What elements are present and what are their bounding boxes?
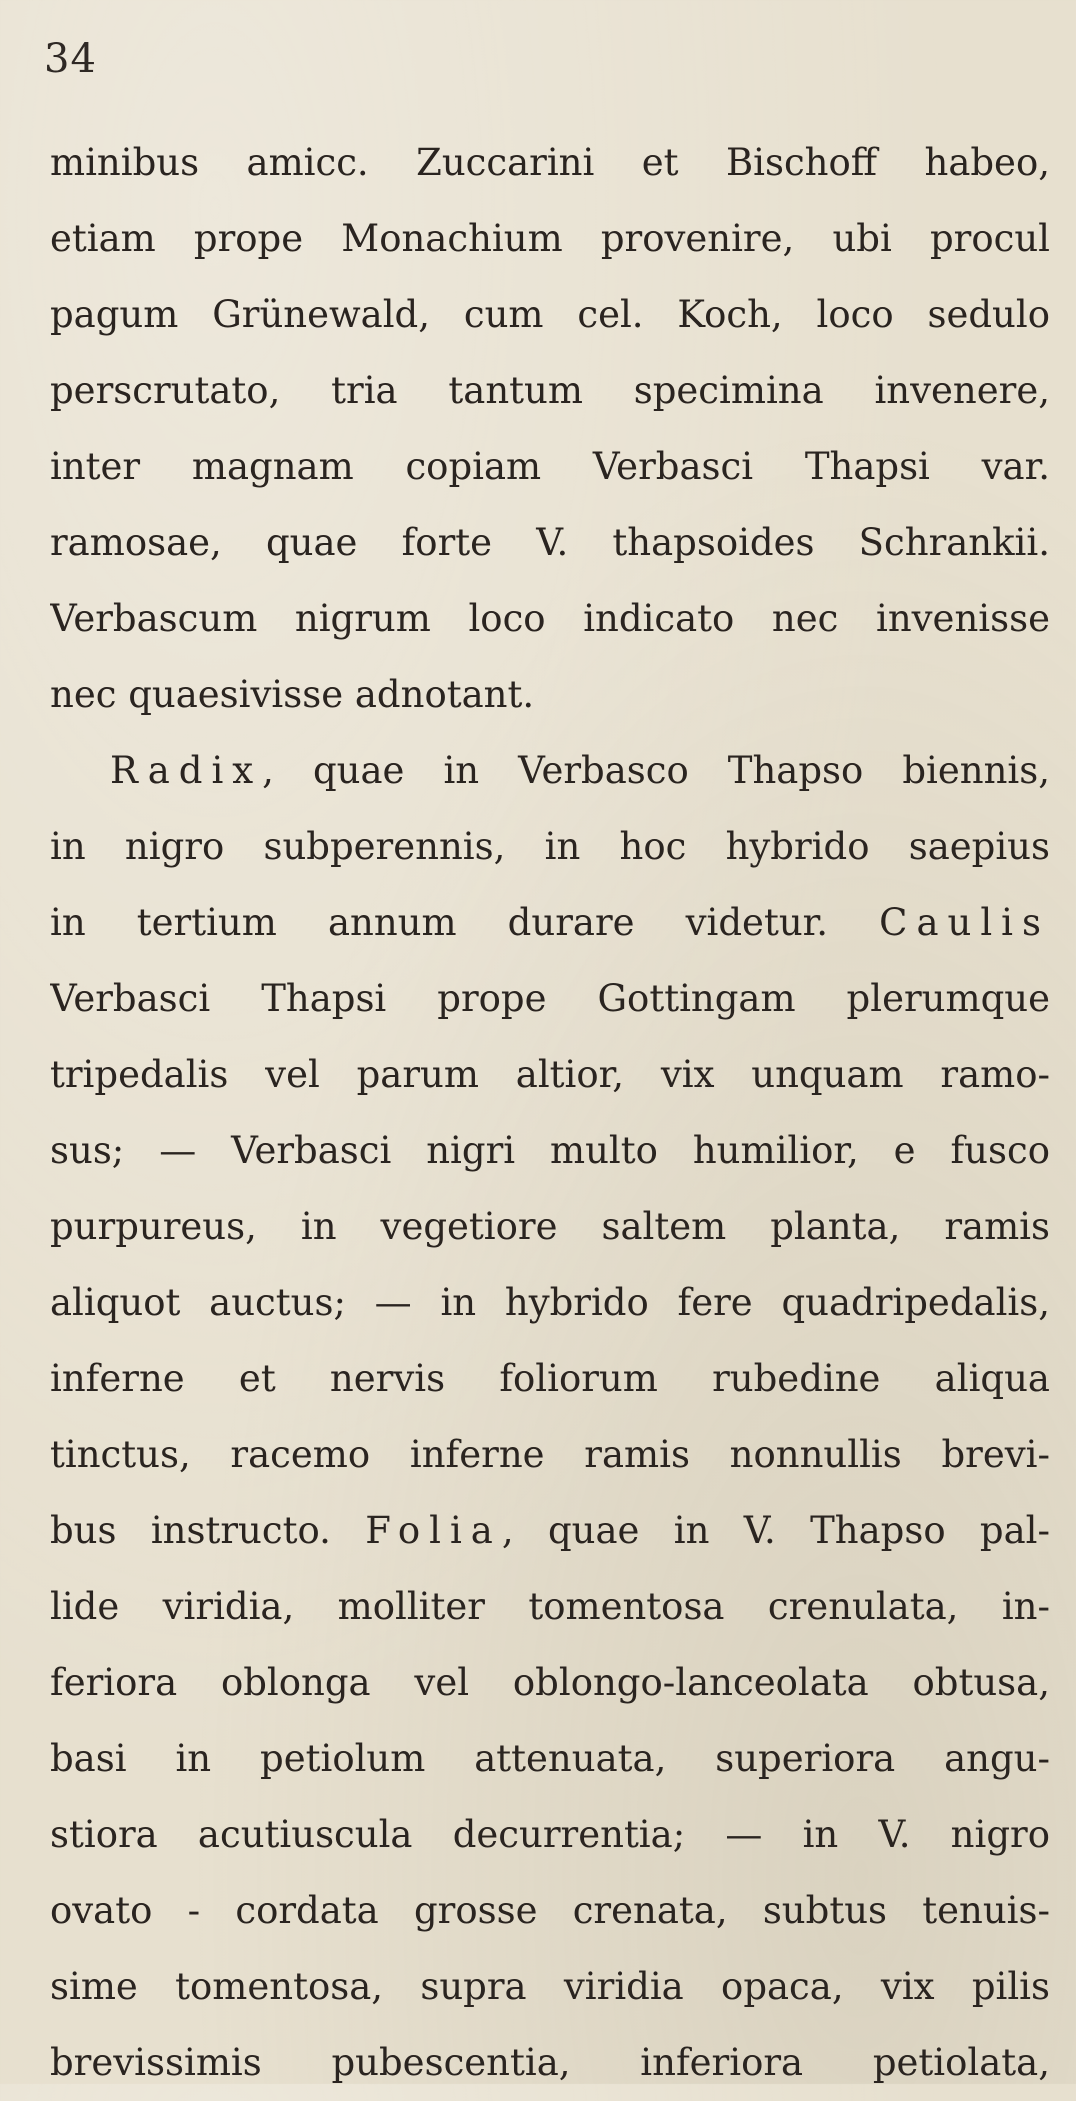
text-line: aliquot auctus; — in hybrido fere quadripedalis, xyxy=(50,1281,1050,1324)
body-text xyxy=(50,125,1050,2101)
text-line: ramosae, quae forte V. thapsoides Schrankii. xyxy=(50,521,1050,564)
folia-line xyxy=(50,1493,1050,1569)
text-line: brevissimis pubescentia, inferiora petiolata, xyxy=(50,2041,1050,2084)
text-line: perscrutato, tria tantum specimina invenere, xyxy=(50,369,1050,412)
text-line: nec quaesivisse adnotant. xyxy=(50,673,535,716)
text-line: tinctus, racemo inferne ramis nonnullis brevi- xyxy=(50,1433,1050,1476)
term-folia: Folia xyxy=(365,1509,502,1552)
paragraph-radix-line xyxy=(50,733,1050,809)
text-line: sime tomentosa, supra viridia opaca, vix pilis xyxy=(50,1965,1050,2008)
text-line: tripedalis vel parum altior, vix unquam ramo- xyxy=(50,1053,1050,1096)
text-line: sus; — Verbasci nigri multo humilior, e fusco xyxy=(50,1129,1050,1172)
text-line: ovato - cordata grosse crenata, subtus tenuis- xyxy=(50,1889,1050,1932)
text-line: in nigro subperennis, in hoc hybrido saepius xyxy=(50,825,1050,868)
term-radix: Radix xyxy=(110,749,263,792)
text-line: Verbascum nigrum loco indicato nec invenisse xyxy=(50,597,1050,640)
text-line: feriora oblonga vel oblongo-lanceolata obtusa, xyxy=(50,1661,1050,1704)
text-line: etiam prope Monachium provenire, ubi procul xyxy=(50,217,1050,260)
text-line: inferne et nervis foliorum rubedine aliqua xyxy=(50,1357,1050,1400)
text-line: inter magnam copiam Verbasci Thapsi var. xyxy=(50,445,1050,488)
text-line: minibus amicc. Zuccarini et Bischoff habeo, xyxy=(50,141,1050,184)
text-line: purpureus, in vegetiore saltem planta, ramis xyxy=(50,1205,1050,1248)
folia-lead-text: bus instructo. xyxy=(50,1509,331,1552)
text-line: Verbasci Thapsi prope Gottingam plerumque xyxy=(50,977,1050,1020)
text-line: stiora acutiuscula decurrentia; — in V. nigro xyxy=(50,1813,1050,1856)
text-line: pagum Grünewald, cum cel. Koch, loco sedulo xyxy=(50,293,1050,336)
text-line: lide viridia, molliter tomentosa crenulata, in- xyxy=(50,1585,1050,1628)
page-number: 34 xyxy=(44,36,97,82)
term-caulis: Caulis xyxy=(879,901,1050,944)
caulis-line xyxy=(50,885,1050,961)
caulis-text: in tertium annum durare videtur. xyxy=(50,901,829,944)
text-line: basi in petiolum attenuata, superiora angu- xyxy=(50,1737,1050,1780)
radix-text: , quae in Verbasco Thapso biennis, xyxy=(262,749,1050,792)
folia-text: , quae in V. Thapso pal- xyxy=(501,1509,1050,1552)
